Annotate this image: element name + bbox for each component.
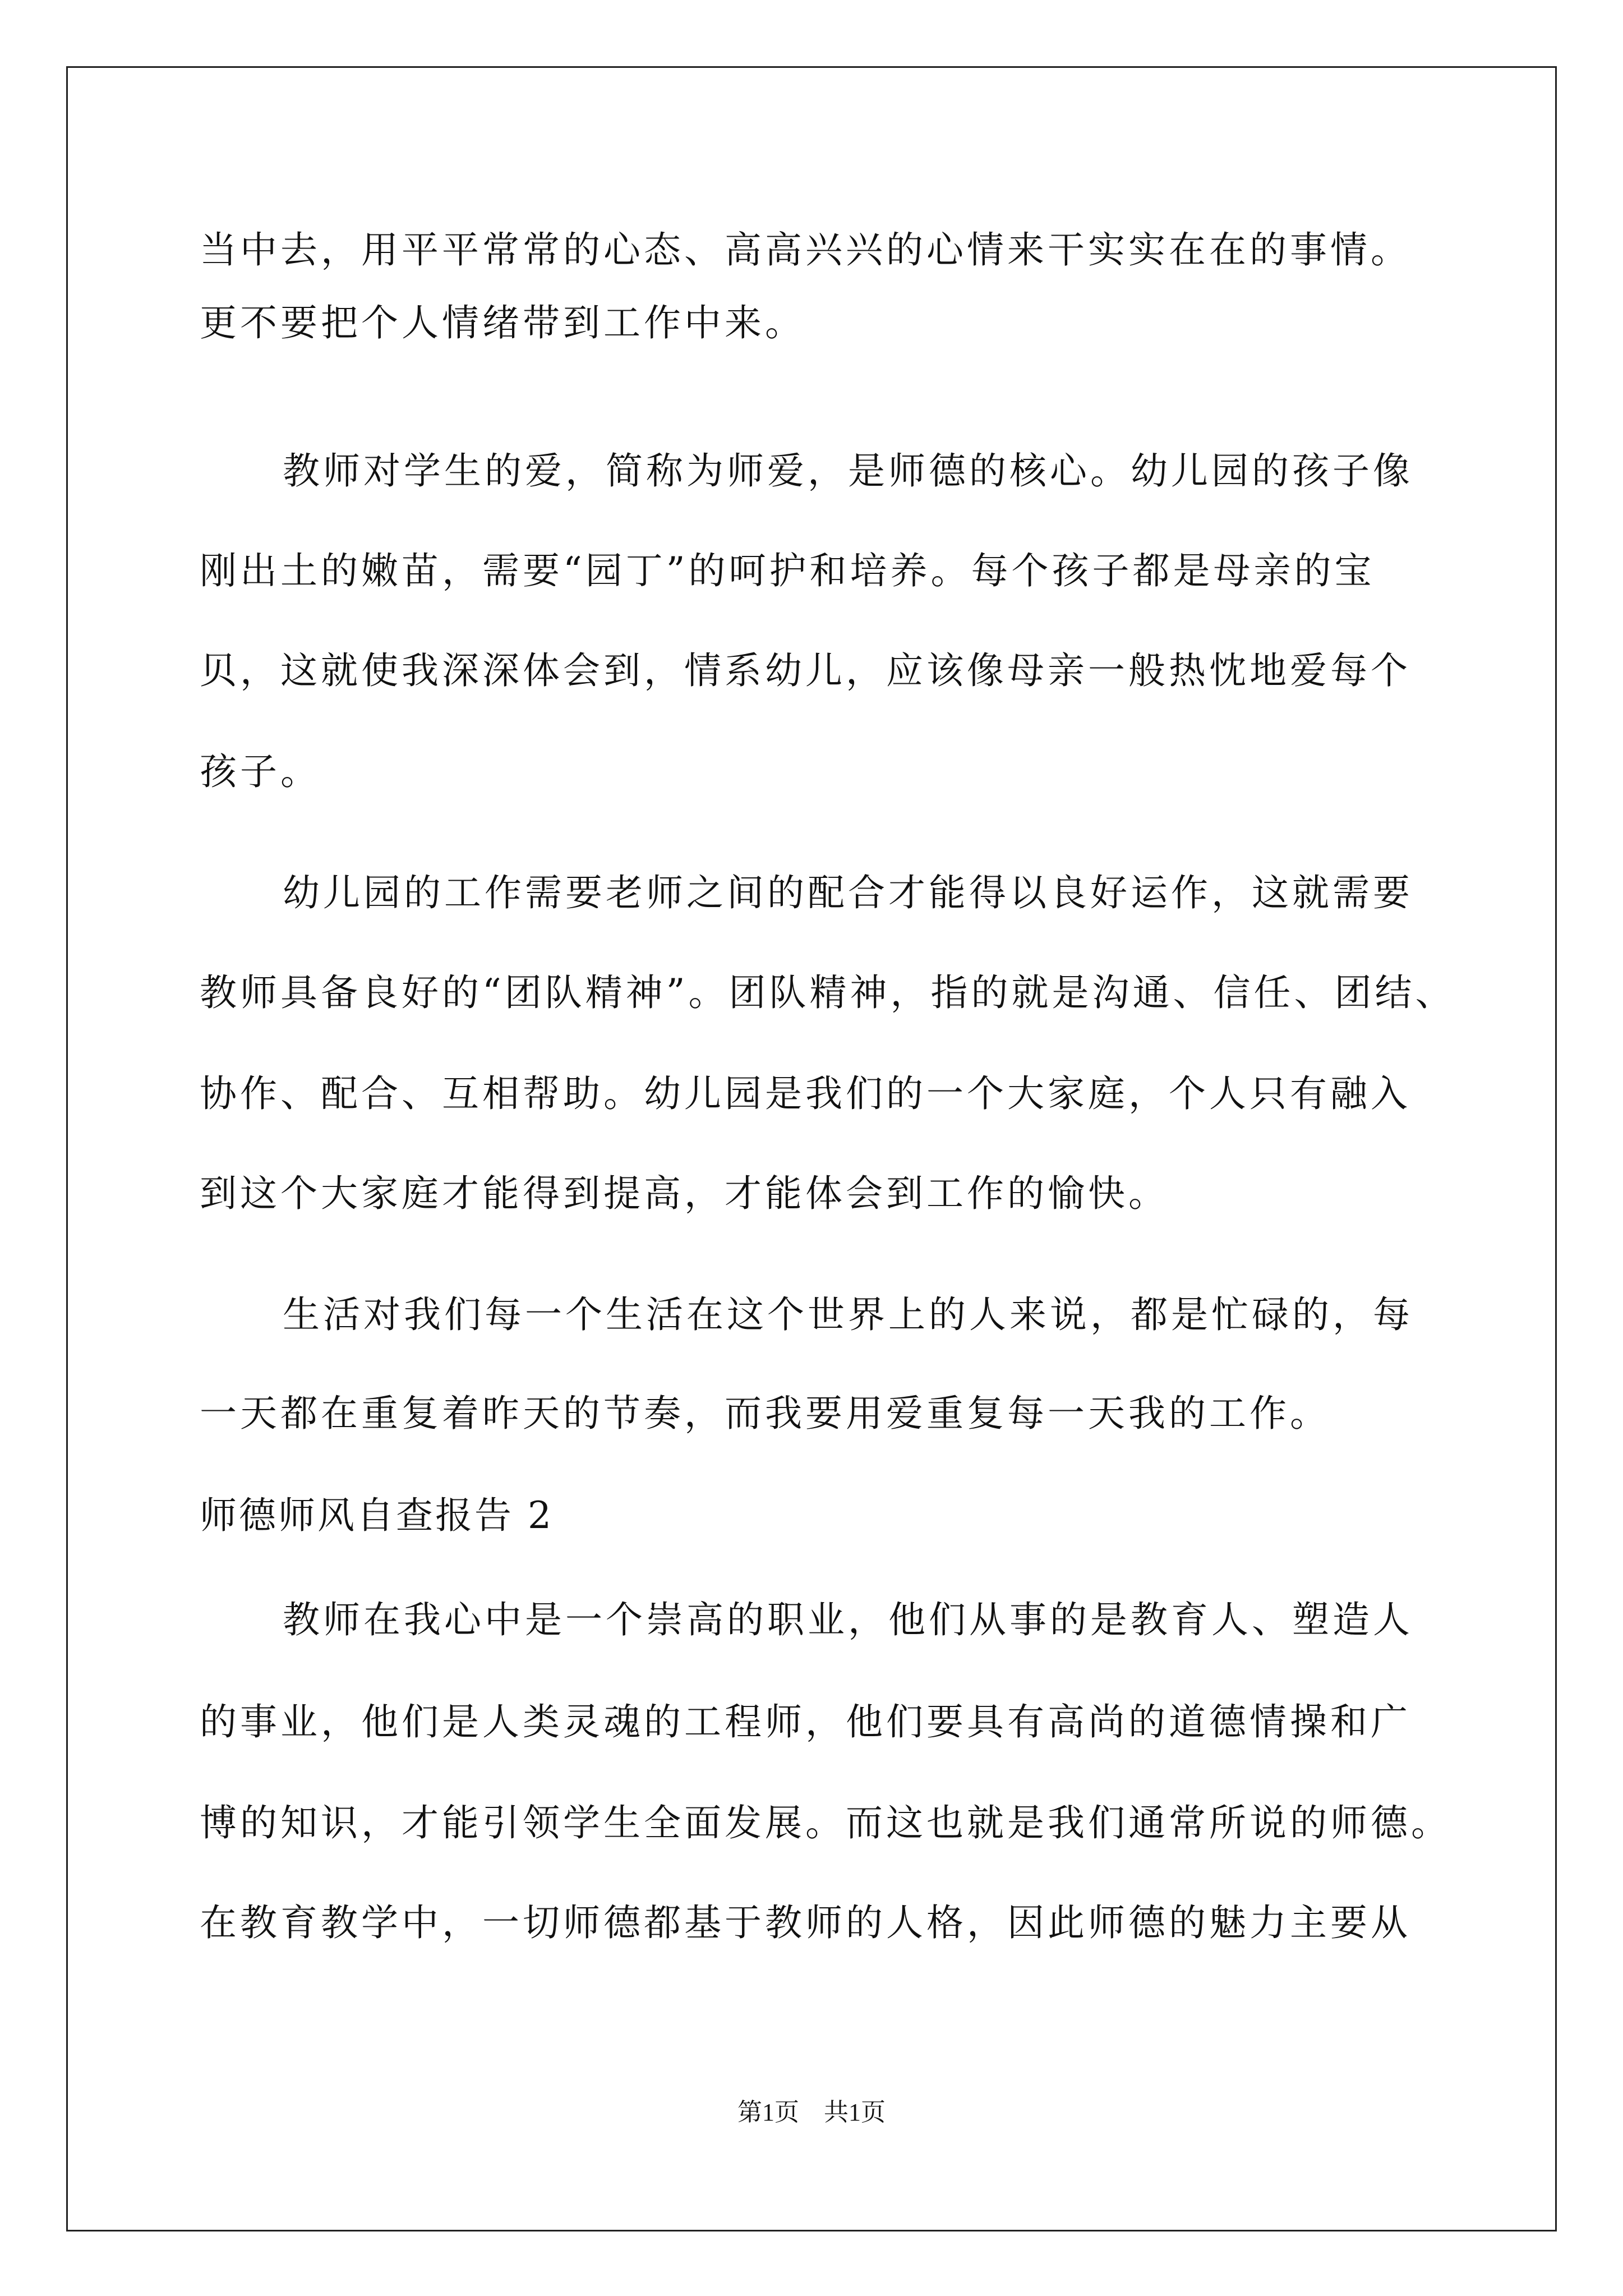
paragraph-first-line: 教师对学生的爱，简称为师爱，是师德的核心。幼儿园的孩子像	[283, 449, 1413, 493]
paragraph-first-line: 教师在我心中是一个崇高的职业，他们从事的是教育人、塑造人	[283, 1598, 1413, 1641]
body-text-line: 到这个大家庭才能得到提高，才能体会到工作的愉快。	[200, 1172, 1169, 1215]
paragraph-first-line: 幼儿园的工作需要老师之间的配合才能得以良好运作，这就需要	[283, 871, 1413, 914]
body-text-line: 刚出土的嫩苗，需要“园丁”的呵护和培养。每个孩子都是母亲的宝	[200, 549, 1375, 592]
body-text-line: 教师具备良好的“团队精神”。团队精神，指的就是沟通、信任、团结、	[200, 971, 1456, 1014]
body-text-line: 协作、配合、互相帮助。幼儿园是我们的一个大家庭，个人只有融入	[200, 1072, 1411, 1115]
body-text-line: 一天都在重复着昨天的节奏，而我要用爱重复每一天我的工作。	[200, 1392, 1330, 1435]
section-heading: 师德师风自查报告 2	[200, 1494, 554, 1537]
body-text-line: 更不要把个人情绪带到工作中来。	[200, 301, 805, 344]
body-text-line: 贝，这就使我深深体会到，情系幼儿，应该像母亲一般热忱地爱每个	[200, 649, 1411, 692]
body-text-line: 孩子。	[200, 750, 321, 793]
paragraph-first-line: 生活对我们每一个生活在这个世界上的人来说，都是忙碌的，每	[283, 1293, 1413, 1336]
body-text-line: 在教育教学中，一切师德都基于教师的人格，因此师德的魅力主要从	[200, 1901, 1411, 1944]
body-text-line: 当中去，用平平常常的心态、高高兴兴的心情来干实实在在的事情。	[200, 228, 1411, 272]
body-text-line: 的事业，他们是人类灵魂的工程师，他们要具有高尚的道德情操和广	[200, 1700, 1411, 1743]
body-text-line: 博的知识，才能引领学生全面发展。而这也就是我们通常所说的师德。	[200, 1801, 1451, 1844]
page-number-footer: 第1页 共1页	[737, 2099, 886, 2126]
